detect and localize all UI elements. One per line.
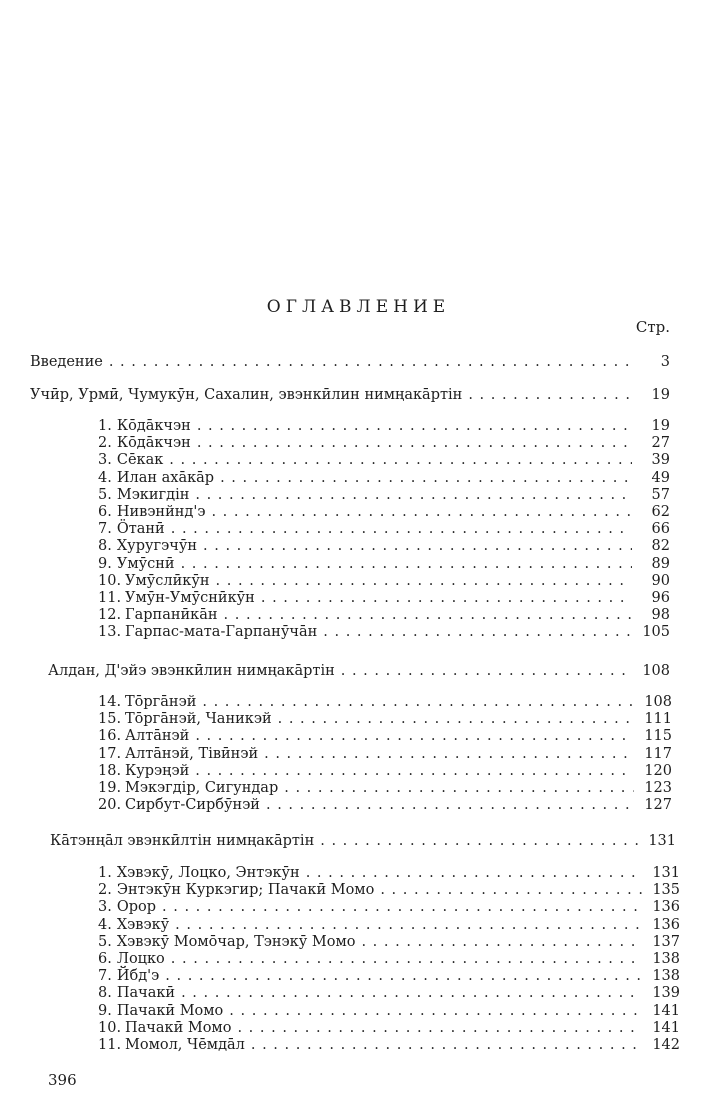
toc-entry-number: 2. xyxy=(98,882,112,899)
toc-entry-number: 6. xyxy=(98,951,112,967)
toc-entry-page: 136 xyxy=(652,916,680,933)
toc-entry xyxy=(98,504,670,521)
toc-entry-number: 11. xyxy=(98,590,122,606)
toc-entry-number: 20. xyxy=(98,797,122,814)
toc-entry xyxy=(98,882,680,899)
toc-entry-page: 49 xyxy=(651,469,670,486)
toc-entry-label: Хэвэкӯ, Лоцко, Энтэкӯн xyxy=(116,865,300,881)
toc-entry-label: Ӧтанӣ xyxy=(116,521,165,538)
toc-entry xyxy=(98,590,670,607)
toc-entry xyxy=(98,1037,680,1054)
toc-entry-page: 120 xyxy=(644,762,672,779)
toc-entry-label: Пачакӣ xyxy=(116,985,176,1002)
leader-dots xyxy=(323,624,632,641)
leader-dots xyxy=(203,538,632,555)
toc-section-heading xyxy=(48,663,670,680)
page-number: 396 xyxy=(48,1071,77,1089)
toc-entry-number: 7. xyxy=(98,968,112,985)
toc-entry-label: Хэвэкӯ xyxy=(116,916,170,933)
toc-entry-label: Йбд'э xyxy=(116,968,160,985)
toc-entry-number: 4. xyxy=(98,469,112,486)
toc-entry-number: 19. xyxy=(98,780,122,796)
toc-entry-number: 13. xyxy=(98,624,122,641)
toc-entry xyxy=(98,951,680,968)
toc-entry xyxy=(98,780,672,797)
leader-dots xyxy=(264,746,634,763)
toc-section-page: 131 xyxy=(648,833,676,849)
leader-dots xyxy=(229,1003,642,1020)
leader-dots xyxy=(181,985,642,1002)
toc-entry-page: 19 xyxy=(651,418,670,434)
toc-entry-page: 108 xyxy=(644,694,672,710)
toc-entry-label: Момол, Чēмдāл xyxy=(125,1037,245,1053)
toc-entry-page: 117 xyxy=(644,745,672,762)
toc-entry-page: 98 xyxy=(651,607,670,624)
leader-dots xyxy=(181,556,632,573)
toc-entry-label: Тōргāнэй, Чаникэй xyxy=(125,711,272,728)
leader-dots xyxy=(165,968,642,985)
toc-entry-number: 11. xyxy=(98,1037,122,1053)
toc-entry-page: 27 xyxy=(651,435,670,452)
toc-entry xyxy=(98,521,670,538)
toc-entry-page: 96 xyxy=(651,590,670,606)
leader-dots xyxy=(197,435,632,452)
toc-section-label: Учӣр, Урмӣ, Чумукӯн, Сахалин, эвэнкӣлин нимңакāртін xyxy=(30,387,463,403)
toc-entry-number: 12. xyxy=(98,607,122,624)
toc-entry-number: 7. xyxy=(98,521,112,538)
toc-entry xyxy=(98,985,680,1002)
toc-entry-number: 9. xyxy=(98,1002,112,1019)
toc-section-heading xyxy=(30,387,670,404)
toc-entry xyxy=(98,538,670,555)
toc-entry-page: 135 xyxy=(652,882,680,899)
toc-entry-label: Алтāнэй xyxy=(125,728,190,745)
toc-entry-label: Гарпанӣкāн xyxy=(125,607,218,624)
toc-entry-label: Мэкигдін xyxy=(116,486,190,503)
toc-entry xyxy=(98,487,670,504)
leader-dots xyxy=(284,780,634,797)
toc-entry-number: 5. xyxy=(98,486,112,503)
leader-dots xyxy=(169,452,632,469)
toc-entry xyxy=(98,934,680,951)
leader-dots xyxy=(266,797,634,814)
toc-entry-page: 89 xyxy=(651,555,670,572)
leader-dots xyxy=(251,1037,642,1054)
toc-entry-label: Умӯснӣ xyxy=(116,555,175,572)
leader-dots xyxy=(171,951,642,968)
toc-entry-label: Мэкэгдір, Сигундар xyxy=(125,780,279,796)
page-column-label: Стр. xyxy=(635,318,670,336)
toc-entry xyxy=(98,607,670,624)
leader-dots xyxy=(361,934,642,951)
toc-entry xyxy=(98,435,670,452)
toc-entry-label: Алтāнэй, Тівӣнэй xyxy=(125,745,259,762)
toc-entry-label: Тōргāнэй xyxy=(125,694,197,710)
toc-entry-label: Кōдāкчэн xyxy=(116,435,191,452)
toc-entry-label: Умӯслӣкӯн xyxy=(125,572,210,589)
toc-entry xyxy=(98,899,680,916)
toc-entry-page: 136 xyxy=(652,899,680,916)
toc-entry xyxy=(98,624,670,641)
toc-entry-label: Хэвэкӯ Момōчар, Тэнэкӯ Момо xyxy=(116,933,356,950)
leader-dots xyxy=(202,694,634,711)
toc-entry xyxy=(98,556,670,573)
leader-dots xyxy=(195,728,634,745)
toc-entry-label: Хуругэчӯн xyxy=(116,538,198,555)
toc-entry-number: 5. xyxy=(98,933,112,950)
toc-entry-page: 137 xyxy=(652,933,680,950)
toc-entry-page: 142 xyxy=(652,1037,680,1053)
leader-dots xyxy=(224,607,632,624)
toc-entry xyxy=(98,746,672,763)
toc-entry-label: Умӯн-Умӯснӣкӯн xyxy=(125,590,255,606)
leader-dots xyxy=(237,1020,642,1037)
toc-entry-page: 127 xyxy=(644,797,672,814)
toc-entry xyxy=(98,711,672,728)
toc-entry-page: 123 xyxy=(644,780,672,796)
toc-entry-page: 115 xyxy=(644,728,672,745)
toc-entry-number: 10. xyxy=(98,572,122,589)
toc-entry xyxy=(98,763,672,780)
toc-entry-number: 3. xyxy=(98,899,112,916)
toc-entry-page: 66 xyxy=(651,521,670,538)
toc-entry-page: 138 xyxy=(652,968,680,985)
toc-entry-label: Орор xyxy=(116,899,157,916)
toc-entry-label: Сирбут-Сирбӯнэй xyxy=(125,797,260,814)
toc-entry xyxy=(98,865,680,882)
toc-entry-page: 131 xyxy=(652,865,680,881)
toc-entry-number: 16. xyxy=(98,728,122,745)
toc-entry-number: 8. xyxy=(98,985,112,1002)
toc-entry-number: 4. xyxy=(98,916,112,933)
toc-entry xyxy=(98,917,680,934)
toc-entry-label: Пачакӣ Момо xyxy=(125,1019,232,1036)
toc-entry-label: Сēкак xyxy=(116,452,164,469)
toc-entry-number: 1. xyxy=(98,865,112,881)
toc-entry xyxy=(98,470,670,487)
toc-entry xyxy=(98,452,670,469)
toc-entry-page: 138 xyxy=(652,951,680,967)
toc-entry-label: Кōдāкчэн xyxy=(116,418,191,434)
toc-entry-number: 8. xyxy=(98,538,112,555)
toc-entry-page: 139 xyxy=(652,985,680,1002)
leader-dots xyxy=(341,663,632,680)
toc-entry-label: Введение xyxy=(30,354,103,370)
toc-entry-page: 141 xyxy=(652,1002,680,1019)
leader-dots xyxy=(195,487,632,504)
toc-entry-number: 3. xyxy=(98,452,112,469)
toc-entry xyxy=(98,573,670,590)
toc-entry xyxy=(98,797,672,814)
leader-dots xyxy=(109,354,632,371)
toc-entry-page: 82 xyxy=(651,538,670,555)
toc-entry-label: Энтэкӯн Куркэгир; Пачакӣ Момо xyxy=(116,882,375,899)
toc-entry-page: 62 xyxy=(651,504,670,520)
leader-dots xyxy=(261,590,632,607)
leader-dots xyxy=(320,833,638,850)
toc-entry-number: 2. xyxy=(98,435,112,452)
leader-dots xyxy=(380,882,642,899)
toc-entry xyxy=(98,418,670,435)
toc-entry-label: Гарпас-мата-Гарпанӯчāн xyxy=(125,624,318,641)
toc-section-heading xyxy=(50,833,676,850)
leader-dots xyxy=(306,865,642,882)
toc-entry-number: 6. xyxy=(98,504,112,520)
leader-dots xyxy=(171,521,632,538)
leader-dots xyxy=(175,917,642,934)
toc-entry-label: Нивэнйнд'э xyxy=(116,504,206,520)
leader-dots xyxy=(162,899,642,916)
leader-dots xyxy=(220,470,632,487)
toc-entry-number: 17. xyxy=(98,745,122,762)
toc-entry-label: Курэңэй xyxy=(125,762,190,779)
leader-dots xyxy=(211,504,632,521)
toc-entry-page: 111 xyxy=(644,711,672,728)
toc-section-page: 108 xyxy=(642,663,670,679)
toc-entry-number: 14. xyxy=(98,694,122,710)
toc-entry-page: 90 xyxy=(651,572,670,589)
toc-entry-page: 3 xyxy=(660,354,670,370)
toc-entry-label: Пачакӣ Момо xyxy=(116,1002,224,1019)
toc-entry xyxy=(98,968,680,985)
toc-entry-number: 10. xyxy=(98,1019,122,1036)
toc-section-label: Алдан, Д'эйэ эвэнкӣлин нимңакāртін xyxy=(48,663,335,679)
toc-title: ОГЛАВЛЕНИЕ xyxy=(266,297,451,317)
leader-dots xyxy=(278,711,634,728)
toc-entry-label: Лоцко xyxy=(116,951,165,967)
toc-entry-number: 9. xyxy=(98,555,112,572)
toc-entry-page: 141 xyxy=(652,1019,680,1036)
toc-entry xyxy=(98,728,672,745)
leader-dots xyxy=(195,763,634,780)
leader-dots xyxy=(468,387,632,404)
leader-dots xyxy=(216,573,632,590)
toc-entry-number: 1. xyxy=(98,418,112,434)
toc-entry-number: 15. xyxy=(98,711,122,728)
toc-section-label: Кāтэнңāл эвэнкӣлтін нимңакāртін xyxy=(50,833,315,849)
toc-entry xyxy=(98,1003,680,1020)
leader-dots xyxy=(197,418,632,435)
toc-entry xyxy=(98,694,672,711)
toc-entry-page: 105 xyxy=(642,624,670,641)
toc-entry-number: 18. xyxy=(98,762,122,779)
toc-entry-page: 57 xyxy=(651,486,670,503)
toc-entry xyxy=(98,1020,680,1037)
toc-entry-label: Илан ахāкāр xyxy=(116,469,215,486)
toc-section-page: 19 xyxy=(651,387,670,403)
toc-entry-intro xyxy=(30,354,670,371)
toc-entry-page: 39 xyxy=(651,452,670,469)
